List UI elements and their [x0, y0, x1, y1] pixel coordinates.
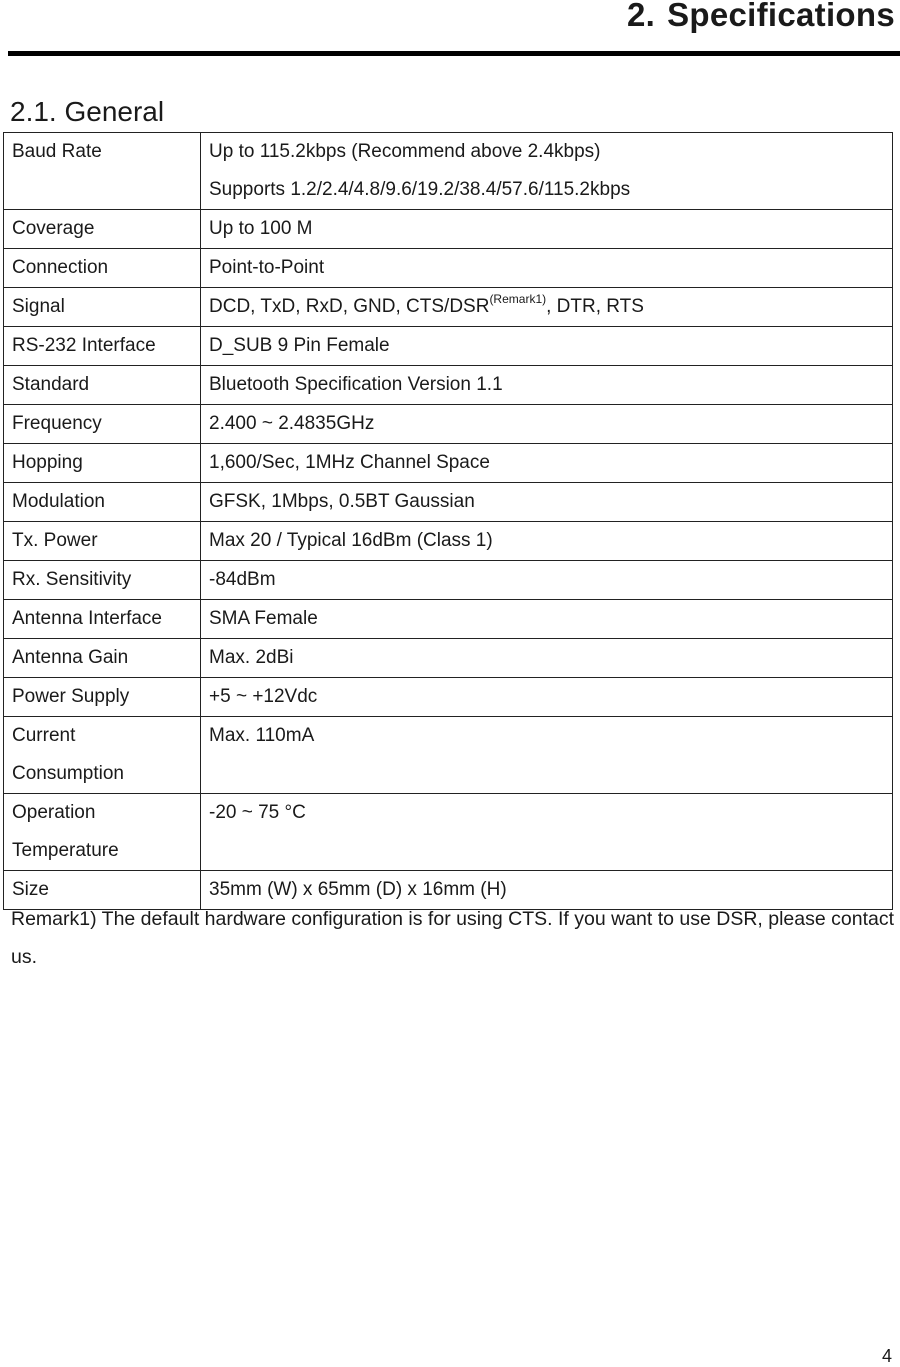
spec-label: Rx. Sensitivity: [4, 561, 201, 600]
spec-value-text: DCD, TxD, RxD, GND, CTS/DSR: [209, 296, 490, 317]
section-title: 2.1. General: [10, 96, 165, 127]
spec-value: SMA Female: [201, 600, 893, 639]
chapter-title: [627, 0, 895, 34]
table-row: [4, 561, 893, 600]
spec-label: Connection: [4, 249, 201, 288]
spec-value-line: Supports 1.2/2.4/4.8/9.6/19.2/38.4/57.6/115.2kbps: [209, 179, 631, 200]
spec-label: Antenna Gain: [4, 639, 201, 678]
table-row: [4, 717, 893, 794]
spec-label: [4, 794, 201, 871]
spec-label: RS-232 Interface: [4, 327, 201, 366]
table-row: [4, 327, 893, 366]
spec-label-line: Consumption: [12, 763, 124, 784]
table-row: [4, 600, 893, 639]
table-row: [4, 366, 893, 405]
spec-value: [201, 288, 893, 327]
table-row: [4, 483, 893, 522]
spec-label-line: Operation: [12, 802, 96, 823]
spec-value: [201, 133, 893, 210]
chapter-number: 2.: [626, 0, 656, 33]
spec-label: Size: [4, 871, 201, 910]
table-row: [4, 288, 893, 327]
spec-label: Modulation: [4, 483, 201, 522]
title-rule: [8, 51, 900, 56]
chapter-title-text: Specifications: [667, 0, 895, 33]
spec-value: GFSK, 1Mbps, 0.5BT Gaussian: [201, 483, 893, 522]
spec-value: Max. 110mA: [201, 717, 893, 794]
spec-label: Frequency: [4, 405, 201, 444]
table-row: [4, 522, 893, 561]
spec-value: -20 ~ 75 °C: [201, 794, 893, 871]
spec-value: Max 20 / Typical 16dBm (Class 1): [201, 522, 893, 561]
table-row: [4, 444, 893, 483]
table-row: [4, 249, 893, 288]
spec-label: Standard: [4, 366, 201, 405]
page-number: 4: [881, 1346, 892, 1366]
remark-note: Remark1) The default hardware configuration is for using CTS. If you want to use DSR, please contact us.: [11, 908, 894, 968]
spec-value: 35mm (W) x 65mm (D) x 16mm (H): [201, 871, 893, 910]
table-row: [4, 639, 893, 678]
spec-label-line: Current: [12, 725, 76, 746]
spec-value: -84dBm: [201, 561, 893, 600]
spec-label: Coverage: [4, 210, 201, 249]
spec-value: 2.400 ~ 2.4835GHz: [201, 405, 893, 444]
spec-value-suffix: , DTR, RTS: [546, 296, 644, 317]
spec-value: D_SUB 9 Pin Female: [201, 327, 893, 366]
spec-label: Tx. Power: [4, 522, 201, 561]
spec-value: 1,600/Sec, 1MHz Channel Space: [201, 444, 893, 483]
spec-value-line: Up to 115.2kbps (Recommend above 2.4kbps): [209, 141, 601, 162]
spec-value: Up to 100 M: [201, 210, 893, 249]
table-row: [4, 678, 893, 717]
table-row: [4, 794, 893, 871]
spec-value: Max. 2dBi: [201, 639, 893, 678]
spec-label: Signal: [4, 288, 201, 327]
spec-label: Antenna Interface: [4, 600, 201, 639]
table-row: [4, 133, 893, 210]
table-row: [4, 405, 893, 444]
table-row: [4, 210, 893, 249]
spec-label: Baud Rate: [4, 133, 201, 210]
spec-label: [4, 717, 201, 794]
spec-value: Bluetooth Specification Version 1.1: [201, 366, 893, 405]
spec-value: Point-to-Point: [201, 249, 893, 288]
spec-value: +5 ~ +12Vdc: [201, 678, 893, 717]
spec-label: Power Supply: [4, 678, 201, 717]
remark-superscript: (Remark1): [489, 291, 547, 306]
spec-label-line: Temperature: [12, 840, 119, 861]
spec-label: Hopping: [4, 444, 201, 483]
spec-table: [3, 132, 893, 910]
